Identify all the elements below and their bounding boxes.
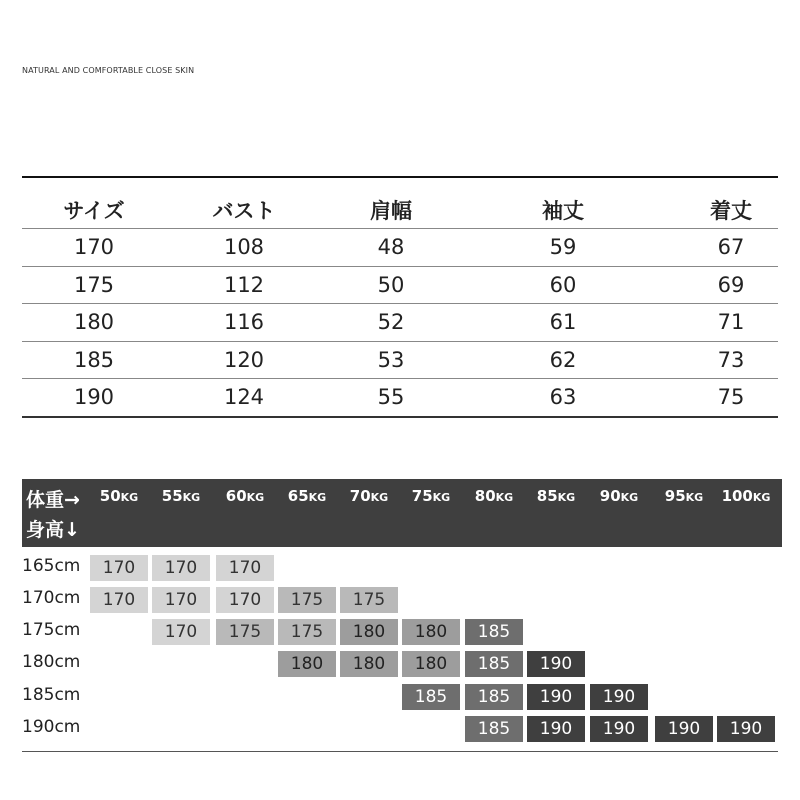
weight-column-header: 95KG — [664, 487, 704, 505]
size-table-cell: 180 — [73, 310, 115, 335]
height-row-label: 175cm — [22, 620, 81, 640]
height-row-label: 185cm — [22, 685, 81, 705]
size-table-cell: 67 — [717, 235, 745, 260]
size-table-cell: 61 — [549, 310, 577, 335]
recommended-size-cell: 180 — [340, 619, 398, 645]
size-table-cell: 60 — [549, 272, 577, 297]
size-table-header-cell: サイズ — [63, 199, 125, 223]
recommended-size-cell: 170 — [152, 555, 210, 581]
weight-axis-label: 体重→ — [26, 489, 80, 511]
recommended-size-cell: 190 — [717, 716, 775, 742]
size-table-cell: 190 — [73, 385, 115, 410]
size-table-cell: 108 — [223, 235, 265, 260]
bottom-rule — [22, 751, 778, 752]
height-axis-label: 身高↓ — [26, 519, 80, 541]
size-table-cell: 48 — [377, 235, 405, 260]
size-table-header-cell: 着丈 — [710, 199, 752, 223]
size-table-cell: 75 — [717, 385, 745, 410]
height-row-label: 190cm — [22, 717, 81, 737]
weight-column-header: 50KG — [99, 487, 139, 505]
recommended-size-cell: 190 — [527, 716, 585, 742]
recommended-size-cell: 175 — [340, 587, 398, 613]
recommended-size-cell: 170 — [90, 555, 148, 581]
recommended-size-cell: 190 — [527, 651, 585, 677]
size-table-cell: 52 — [377, 310, 405, 335]
recommended-size-cell: 185 — [465, 684, 523, 710]
recommended-size-cell: 175 — [216, 619, 274, 645]
size-table-row — [22, 229, 778, 267]
tagline: NATURAL AND COMFORTABLE CLOSE SKIN — [22, 66, 195, 75]
recommended-size-cell: 190 — [590, 684, 648, 710]
recommended-size-cell: 170 — [152, 619, 210, 645]
recommended-size-cell: 180 — [340, 651, 398, 677]
weight-column-header: 80KG — [474, 487, 514, 505]
weight-height-header — [22, 479, 782, 547]
size-table-row — [22, 379, 778, 418]
size-table-cell: 50 — [377, 272, 405, 297]
size-table-header-cell: 肩幅 — [370, 199, 412, 223]
recommended-size-cell: 180 — [278, 651, 336, 677]
weight-column-header: 75KG — [411, 487, 451, 505]
height-row-label: 170cm — [22, 588, 81, 608]
recommended-size-cell: 170 — [152, 587, 210, 613]
size-table-cell: 170 — [73, 235, 115, 260]
recommended-size-cell: 190 — [527, 684, 585, 710]
size-table-cell: 116 — [223, 310, 265, 335]
size-table-cell: 71 — [717, 310, 745, 335]
size-table-cell: 63 — [549, 385, 577, 410]
height-row-label: 180cm — [22, 652, 81, 672]
weight-column-header: 60KG — [225, 487, 265, 505]
size-table-cell: 55 — [377, 385, 405, 410]
size-table-header-cell: 袖丈 — [542, 199, 584, 223]
size-table-cell: 53 — [377, 347, 405, 372]
size-table-cell: 59 — [549, 235, 577, 260]
recommended-size-cell: 180 — [402, 619, 460, 645]
size-table-cell: 175 — [73, 272, 115, 297]
weight-column-header: 85KG — [536, 487, 576, 505]
recommended-size-cell: 185 — [402, 684, 460, 710]
recommended-size-cell: 190 — [655, 716, 713, 742]
size-table-cell: 112 — [223, 272, 265, 297]
size-table-cell: 69 — [717, 272, 745, 297]
recommended-size-cell: 180 — [402, 651, 460, 677]
size-table-header — [22, 178, 778, 229]
recommended-size-cell: 185 — [465, 619, 523, 645]
recommended-size-cell: 175 — [278, 587, 336, 613]
weight-column-header: 70KG — [349, 487, 389, 505]
size-table — [22, 176, 778, 418]
weight-column-header: 55KG — [161, 487, 201, 505]
weight-column-header: 90KG — [599, 487, 639, 505]
size-table-row — [22, 342, 778, 380]
size-table-cell: 73 — [717, 347, 745, 372]
size-table-cell: 62 — [549, 347, 577, 372]
recommended-size-cell: 175 — [278, 619, 336, 645]
recommended-size-cell: 170 — [90, 587, 148, 613]
size-table-cell: 120 — [223, 347, 265, 372]
height-row-label: 165cm — [22, 556, 81, 576]
recommended-size-cell: 185 — [465, 651, 523, 677]
size-table-cell: 185 — [73, 347, 115, 372]
recommended-size-cell: 170 — [216, 555, 274, 581]
recommended-size-cell: 170 — [216, 587, 274, 613]
size-table-header-cell: バスト — [212, 199, 276, 223]
weight-column-header: 65KG — [287, 487, 327, 505]
weight-column-header: 100KG — [721, 487, 771, 505]
size-table-row — [22, 304, 778, 342]
size-table-cell: 124 — [223, 385, 265, 410]
recommended-size-cell: 190 — [590, 716, 648, 742]
recommended-size-cell: 185 — [465, 716, 523, 742]
size-table-row — [22, 267, 778, 305]
